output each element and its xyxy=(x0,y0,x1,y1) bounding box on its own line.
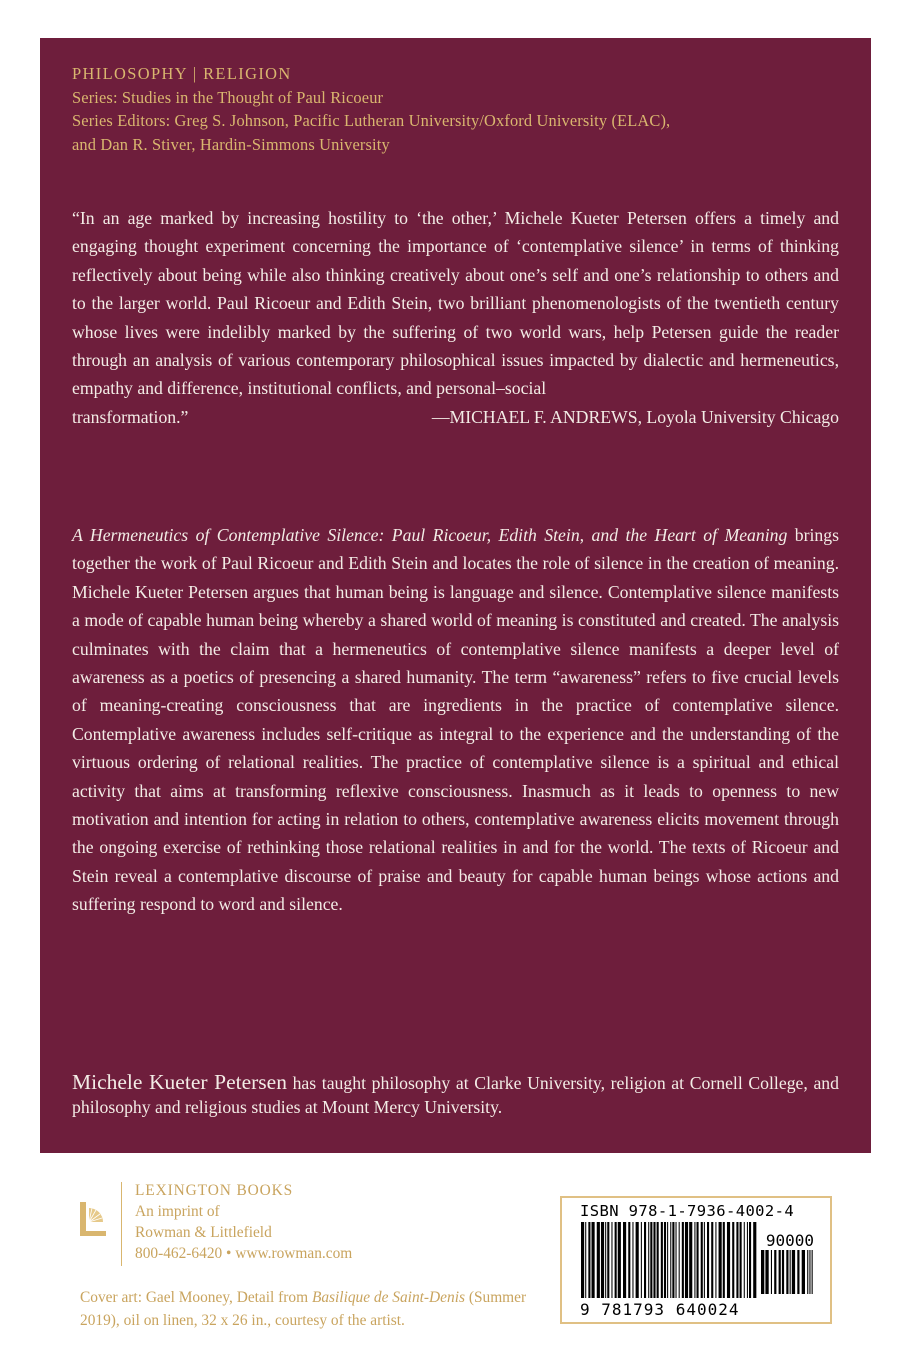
book-title: A Hermeneutics of Contemplative Silence: Paul Ricoeur, Edith Stein, and the Heart of Meaning xyxy=(72,525,788,545)
barcode-bar xyxy=(644,1222,646,1298)
author-name: Michele Kueter Petersen xyxy=(72,1070,287,1094)
category-label: PHILOSOPHY | RELIGION xyxy=(72,64,292,83)
barcode-bar xyxy=(782,1250,784,1294)
barcode-bar xyxy=(581,1222,584,1298)
barcode-bar xyxy=(611,1222,612,1298)
barcode-bar xyxy=(661,1222,663,1298)
barcode-bar xyxy=(715,1222,716,1298)
barcode-bar xyxy=(664,1222,666,1298)
barcode-bar xyxy=(774,1250,776,1294)
cover-credit-suffix: (Summer 2019), oil on linen, 32 x 26 in., courtesy of the artist. xyxy=(80,1289,527,1329)
barcode-bar xyxy=(689,1222,692,1298)
barcode-bar xyxy=(719,1222,722,1298)
barcode-bar xyxy=(707,1222,709,1298)
barcode-bar xyxy=(601,1222,604,1298)
barcode-bar xyxy=(650,1222,652,1298)
ean-barcode-bars xyxy=(580,1222,758,1300)
barcode-bar xyxy=(812,1250,813,1294)
endorsement-attribution: —MICHAEL F. ANDREWS, Loyola University Chicago xyxy=(431,406,839,427)
barcode-bar xyxy=(790,1250,791,1294)
back-cover-panel xyxy=(40,38,871,1153)
author-bio xyxy=(72,1070,839,1119)
series-editors-line-2: and Dan R. Stiver, Hardin-Simmons University xyxy=(72,134,390,154)
endorsement-last-line xyxy=(72,403,839,431)
barcode-bar xyxy=(802,1250,805,1294)
barcode-bar xyxy=(667,1222,668,1298)
barcode-bar xyxy=(685,1222,688,1298)
publisher-contact: 800-462-6420 • www.rowman.com xyxy=(135,1245,353,1262)
barcode-bar xyxy=(672,1222,674,1298)
barcode-bar xyxy=(744,1222,745,1298)
barcode-bar xyxy=(636,1222,639,1298)
barcode-bar xyxy=(727,1222,730,1298)
series-header xyxy=(72,62,852,156)
barcode-bar xyxy=(749,1222,751,1298)
publisher-name: LEXINGTON BOOKS xyxy=(135,1182,294,1199)
cover-art-credit xyxy=(80,1286,560,1332)
barcode-bar xyxy=(711,1222,713,1298)
price-code: 90000 xyxy=(765,1231,814,1250)
addon-barcode-bars xyxy=(760,1250,816,1296)
barcode-bar xyxy=(618,1222,621,1298)
parent-publisher: Rowman & Littlefield xyxy=(135,1224,272,1241)
barcode-bar xyxy=(628,1222,630,1298)
barcode-bar xyxy=(736,1222,738,1298)
book-description xyxy=(72,521,839,919)
barcode-bar xyxy=(792,1250,795,1294)
barcode-bar xyxy=(615,1222,617,1298)
barcode-bar xyxy=(761,1250,764,1294)
barcode-bar xyxy=(723,1222,725,1298)
barcode-bar xyxy=(605,1222,606,1298)
barcode-bar xyxy=(697,1222,699,1298)
barcode-bar xyxy=(588,1222,590,1298)
barcode-bar xyxy=(740,1222,742,1298)
barcode-bar xyxy=(623,1222,626,1298)
barcode-bar xyxy=(765,1250,768,1294)
series-title: Series: Studies in the Thought of Paul Ricoeur xyxy=(72,87,384,107)
barcode-bar xyxy=(747,1222,748,1298)
endorsement-body: “In an age marked by increasing hostility to ‘the other,’ Michele Kueter Petersen offers a timely and engaging thought experiment concerning the importance of ‘contemplative silence’ in terms of thinking reflectively about being while also thinking creatively about one’s self and one’s relationship to others and to the larger world. Paul Ricoeur and Edith Stein, two brilliant phenomenologists of the twentieth century whose lives were indelibly marked by the suffering of two world wars, help Petersen guide the reader through an analysis of various contemporary philosophical issues impacted by dialectic and hermeneutics, empathy and difference, institutional conflicts, and personal–social xyxy=(72,208,839,399)
barcode-bar xyxy=(704,1222,705,1298)
barcode-bar xyxy=(797,1250,799,1294)
barcode-bar xyxy=(676,1222,677,1298)
barcode-bar xyxy=(648,1222,649,1298)
series-editors-line-1: Series Editors: Greg S. Johnson, Pacific Lutheran University/Oxford University (ELAC), xyxy=(72,111,671,130)
description-body: brings together the work of Paul Ricoeur and Edith Stein and locates the role of silence in the creation of meaning. Michele Kueter Petersen argues that human being is language and silence. Contemplative silence manifests a mode of capable human being whereby a shared world of meaning is constituted and created. The analysis culminates with the claim that a hermeneutics of contemplative silence manifests a deeper level of awareness as a poetics of presencing a shared humanity. The term “awareness” refers to five crucial levels of meaning-creating consciousness that are ingredients in the practice of contemplative silence. Contemplative awareness includes self-critique as integral to the experience and the understanding of the virtuous ordering of relational realities. The practice of contemplative silence is a spiritual and ethical activity that aims at transforming reflexive consciousness. Inasmuch as it leads to openness to new motivation and intention for acting in relation to others, contemplative awareness elicits movement through the ongoing exercise of rethinking those relational realities in and for the world. The texts of Ricoeur and Stein reveal a contemplative discourse of praise and beauty for capable human beings whose actions and suffering respond to word and silence. xyxy=(72,525,840,915)
publisher-divider xyxy=(121,1182,122,1266)
barcode-bar xyxy=(597,1222,600,1298)
barcode-bar xyxy=(786,1250,788,1294)
imprint-line: An imprint of xyxy=(135,1203,220,1220)
barcode-bar xyxy=(732,1222,734,1298)
barcode-bar xyxy=(809,1250,810,1294)
barcode-bar xyxy=(701,1222,703,1298)
barcode-bar xyxy=(670,1222,671,1298)
barcode-bar xyxy=(771,1250,772,1294)
author-bio-text: has taught philosophy at Clarke University, religion at Cornell College, and philosophy and religious studies at Mount Mercy University. xyxy=(72,1073,839,1117)
endorsement-quote xyxy=(72,204,839,431)
endorsement-last-word: transformation.” xyxy=(72,406,189,427)
barcode-bar xyxy=(753,1222,756,1298)
barcode-bar xyxy=(641,1222,642,1298)
isbn-barcode xyxy=(560,1196,832,1324)
barcode-bar xyxy=(585,1222,586,1298)
barcode-bar xyxy=(632,1222,633,1298)
barcode-bar xyxy=(607,1222,609,1298)
cover-credit-prefix: Cover art: Gael Mooney, Detail from xyxy=(80,1289,312,1306)
isbn-number: ISBN 978-1-7936-4002-4 xyxy=(580,1202,795,1220)
barcode-bar xyxy=(592,1222,595,1298)
artwork-title: Basilique de Saint-Denis xyxy=(311,1289,465,1306)
barcode-bar xyxy=(694,1222,695,1298)
barcode-bar xyxy=(682,1222,684,1298)
barcode-bar xyxy=(779,1250,781,1294)
barcode-bar xyxy=(679,1222,680,1298)
ean-digits: 9 781793 640024 xyxy=(580,1300,740,1319)
barcode-bar xyxy=(653,1222,655,1298)
barcode-bar xyxy=(807,1250,808,1294)
lexington-logo-icon xyxy=(78,1198,108,1238)
publisher-info xyxy=(135,1180,352,1264)
barcode-bar xyxy=(657,1222,659,1298)
